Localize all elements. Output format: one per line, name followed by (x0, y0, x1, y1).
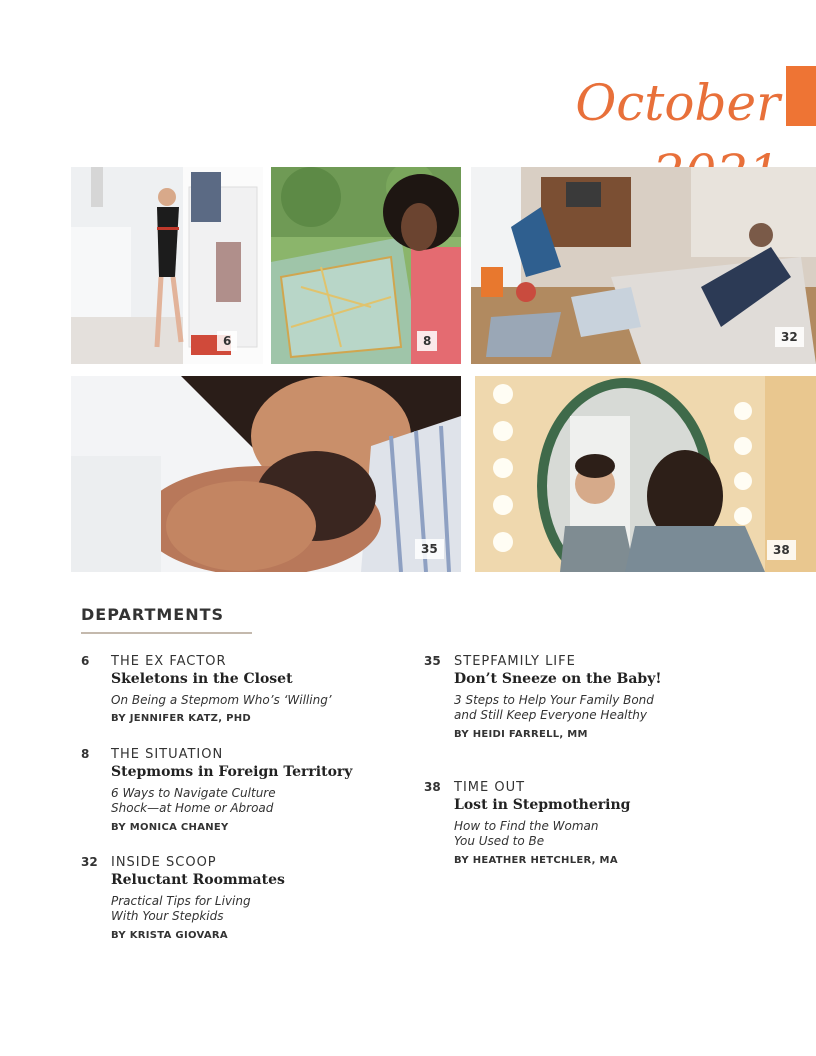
departments-divider (81, 632, 252, 634)
photo-page-badge: 32 (775, 327, 804, 347)
department-entry[interactable] (424, 654, 754, 746)
department-entry[interactable] (424, 780, 754, 872)
entry-byline: BY MONICA CHANEY (111, 822, 229, 833)
entry-title[interactable]: Don’t Sneeze on the Baby! (454, 671, 662, 687)
issue-date-title: October (575, 74, 780, 132)
entry-page-number: 32 (81, 855, 98, 869)
entry-byline: BY JENNIFER KATZ, PHD (111, 713, 252, 724)
photo-stepfamily-life[interactable] (71, 376, 461, 572)
entry-subtitle: Practical Tips for Living With Your Stepkids (111, 894, 251, 923)
department-entry[interactable] (81, 654, 411, 734)
entry-column-name: THE EX FACTOR (111, 654, 227, 669)
entry-subtitle: How to Find the Woman You Used to Be (454, 819, 599, 848)
entry-column-name: TIME OUT (454, 780, 526, 795)
department-entry[interactable] (81, 855, 411, 947)
entry-page-number: 6 (81, 654, 90, 668)
photo-page-badge: 8 (417, 331, 437, 351)
entry-byline: BY KRISTA GIOVARA (111, 930, 228, 941)
photo-page-badge: 6 (217, 331, 237, 351)
entry-subtitle: 3 Steps to Help Your Family Bond and Still Keep Everyone Healthy (454, 693, 654, 722)
entry-title[interactable]: Reluctant Roommates (111, 872, 285, 888)
entry-subtitle: 6 Ways to Navigate Culture Shock—at Home or Abroad (111, 786, 276, 815)
entry-subtitle: On Being a Stepmom Who’s ‘Willing’ (111, 693, 332, 707)
entry-page-number: 35 (424, 654, 441, 668)
photo-page-badge: 38 (767, 540, 796, 560)
entry-column-name: STEPFAMILY LIFE (454, 654, 576, 669)
entry-byline: BY HEIDI FARRELL, MM (454, 729, 588, 740)
entry-byline: BY HEATHER HETCHLER, MA (454, 855, 618, 866)
entry-column-name: THE SITUATION (111, 747, 224, 762)
entry-page-number: 38 (424, 780, 441, 794)
department-entry[interactable] (81, 747, 411, 839)
photo-page-badge: 35 (415, 539, 444, 559)
departments-heading: DEPARTMENTS (81, 605, 225, 624)
photo-inside-scoop[interactable] (471, 167, 816, 364)
entry-title[interactable]: Lost in Stepmothering (454, 797, 631, 813)
accent-bar (786, 66, 816, 126)
entry-column-name: INSIDE SCOOP (111, 855, 217, 870)
entry-page-number: 8 (81, 747, 90, 761)
entry-title[interactable]: Stepmoms in Foreign Territory (111, 764, 353, 780)
photo-situation[interactable] (271, 167, 461, 364)
photo-time-out[interactable] (475, 376, 816, 572)
photo-ex-factor[interactable] (71, 167, 263, 364)
entry-title[interactable]: Skeletons in the Closet (111, 671, 293, 687)
